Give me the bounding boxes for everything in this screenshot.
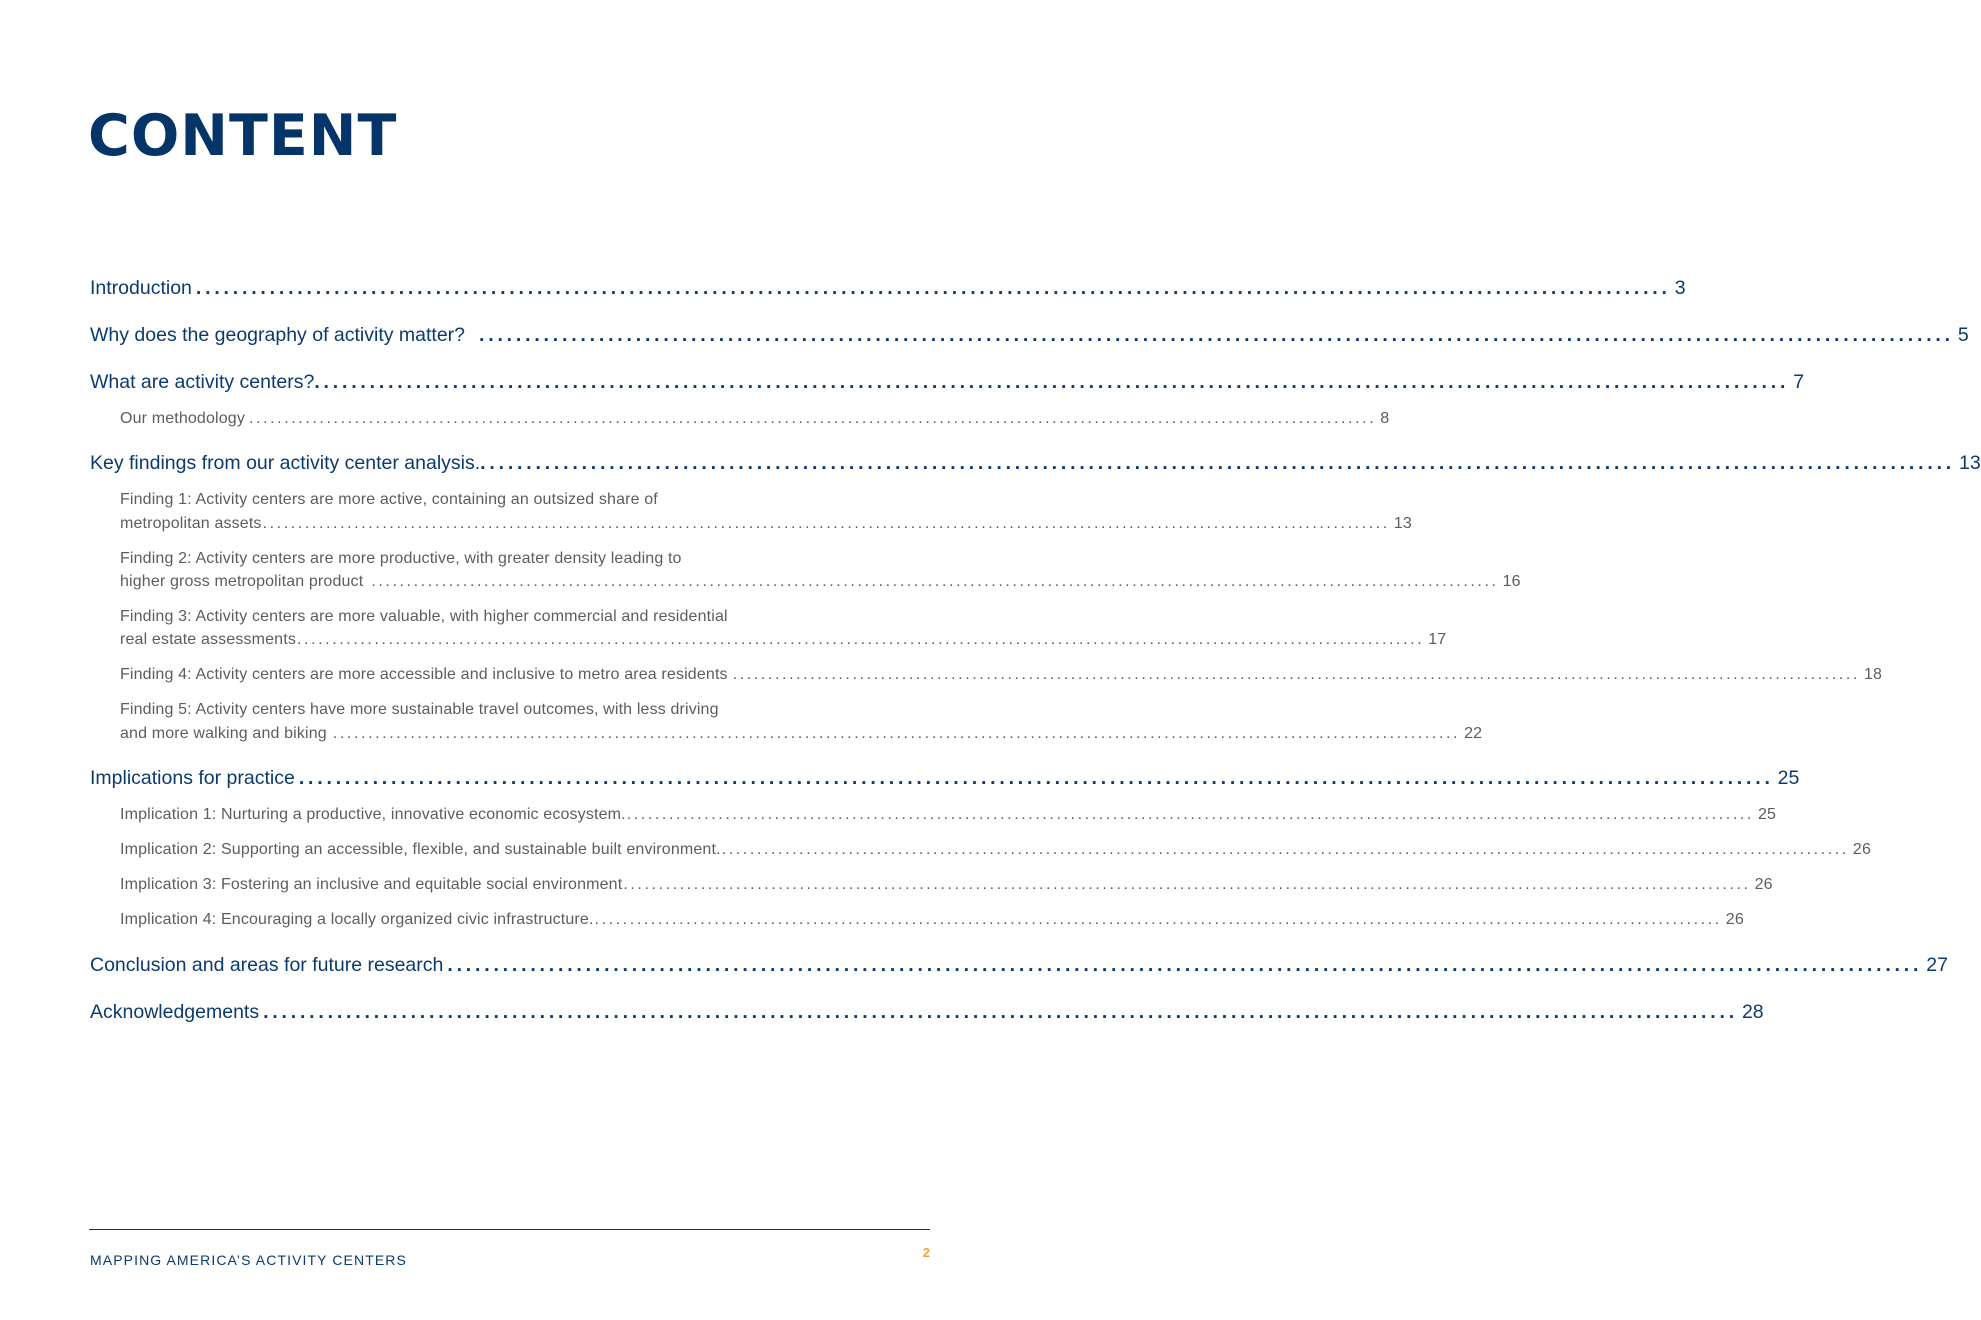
toc-entry-label: Why does the geography of activity matter? (90, 324, 466, 346)
toc-entry-label: real estate assessments (120, 631, 296, 648)
toc-subentry-finding-2[interactable] (120, 573, 1521, 591)
toc-subentry-finding-3[interactable] (120, 631, 1447, 649)
dot-leader: ................................................................................................................................................................ (248, 410, 1377, 427)
toc-page-number: 28 (1741, 1001, 1764, 1023)
toc-subentry-finding-3-line1: Finding 3: Activity centers are more valuable, with higher commercial and residential (120, 608, 728, 625)
dot-leader: ................................................................................................................................................................ (332, 725, 1461, 742)
dot-leader: ................................................................................................................................................................ (732, 666, 1860, 683)
toc-subentry-finding-5-line1: Finding 5: Activity centers have more sustainable travel outcomes, with less driving (120, 701, 719, 718)
toc-page-number: 26 (1725, 911, 1744, 928)
toc-subentry-methodology[interactable] (120, 410, 1390, 428)
toc-entry-label: Key findings from our activity center analysis. (90, 452, 481, 474)
toc-page-number: 8 (1380, 410, 1390, 427)
toc-page-number: 27 (1926, 954, 1948, 976)
toc-entry-label: Implication 2: Supporting an accessible, flexible, and sustainable built environment. (120, 841, 721, 858)
dot-leader: ................................................................................................................................................................ (263, 1001, 1738, 1023)
toc-page-number: 3 (1674, 277, 1686, 299)
toc-entry-label: Acknowledgements (90, 1001, 260, 1023)
toc-entry-label: Implication 1: Nurturing a productive, innovative economic ecosystem. (120, 806, 626, 823)
toc-entry-what-are-activity-centers[interactable] (90, 371, 1805, 394)
dot-leader: ................................................................................................................................................................ (296, 631, 1425, 648)
dot-leader: ................................................................................................................................................................ (721, 841, 1849, 858)
toc-entry-introduction[interactable] (90, 277, 1686, 300)
toc-subentry-implication-2[interactable] (120, 841, 1872, 859)
dot-leader: ................................................................................................................................................................ (623, 876, 1751, 893)
toc-subentry-finding-4[interactable] (120, 666, 1883, 684)
dot-leader: ................................................................................................................................................................ (480, 452, 1956, 474)
dot-leader: ................................................................................................................................................................ (298, 767, 1774, 789)
toc-page-number: 17 (1428, 631, 1447, 648)
dot-leader: ................................................................................................................................................................ (314, 371, 1790, 393)
toc-page-number: 7 (1793, 371, 1805, 393)
toc-entry-label: Introduction (90, 277, 192, 299)
toc-entry-conclusion[interactable] (90, 954, 1948, 977)
toc-page-number: 25 (1777, 767, 1800, 789)
toc-entry-label: Our methodology (120, 410, 245, 427)
page-number: 2 (922, 1245, 930, 1260)
footer-document-title: MAPPING AMERICA’S ACTIVITY CENTERS (90, 1252, 407, 1268)
toc-subentry-implication-1[interactable] (120, 806, 1777, 824)
toc-entry-key-findings[interactable] (90, 452, 1981, 475)
toc-page-number: 13 (1393, 515, 1412, 532)
dot-leader: ................................................................................................................................................................ (262, 515, 1390, 532)
toc-entry-label: Implications for practice (90, 767, 295, 789)
toc-entry-implications[interactable] (90, 767, 1800, 790)
toc-subentry-finding-5[interactable] (120, 725, 1483, 743)
toc-entry-acknowledgements[interactable] (90, 1001, 1764, 1024)
toc-subentry-finding-1-line1: Finding 1: Activity centers are more active, containing an outsized share of (120, 491, 658, 508)
toc-subentry-finding-2-line1: Finding 2: Activity centers are more productive, with greater density leading to (120, 550, 682, 567)
toc-page-number: 22 (1464, 725, 1483, 742)
toc-entry-label: Conclusion and areas for future research (90, 954, 444, 976)
toc-subentry-finding-1[interactable] (120, 515, 1412, 533)
footer-divider (89, 1229, 930, 1230)
table-of-contents (90, 0, 1981, 1100)
dot-leader: ................................................................................................................................................................ (195, 277, 1671, 299)
toc-entry-label: higher gross metropolitan product (120, 573, 364, 590)
toc-subentry-implication-4[interactable] (120, 911, 1744, 929)
toc-entry-label: Finding 4: Activity centers are more accessible and inclusive to metro area residents (120, 666, 728, 683)
toc-page-number: 18 (1863, 666, 1883, 683)
toc-page-number: 25 (1757, 806, 1777, 823)
toc-page-number: 26 (1852, 841, 1872, 858)
toc-page-number: 13 (1959, 452, 1981, 474)
toc-page-number: 16 (1502, 573, 1521, 590)
page-title: CONTENT (88, 103, 398, 169)
toc-entry-label: Implication 4: Encouraging a locally organized civic infrastructure. (120, 911, 594, 928)
toc-entry-label: Implication 3: Fostering an inclusive and equitable social environment (120, 876, 623, 893)
toc-entry-geography-of-activity[interactable] (90, 324, 1969, 347)
dot-leader: ................................................................................................................................................................ (371, 573, 1499, 590)
dot-leader: ................................................................................................................................................................ (447, 954, 1923, 976)
dot-leader: ................................................................................................................................................................ (626, 806, 1754, 823)
dot-leader: ................................................................................................................................................................ (479, 324, 1954, 346)
toc-entry-label: and more walking and biking (120, 725, 327, 742)
dot-leader: ................................................................................................................................................................ (594, 911, 1722, 928)
toc-entry-label: What are activity centers? (90, 371, 315, 393)
toc-page-number: 26 (1754, 876, 1773, 893)
toc-entry-label: metropolitan assets (120, 515, 262, 532)
toc-page-number: 5 (1957, 324, 1969, 346)
toc-subentry-implication-3[interactable] (120, 876, 1773, 894)
